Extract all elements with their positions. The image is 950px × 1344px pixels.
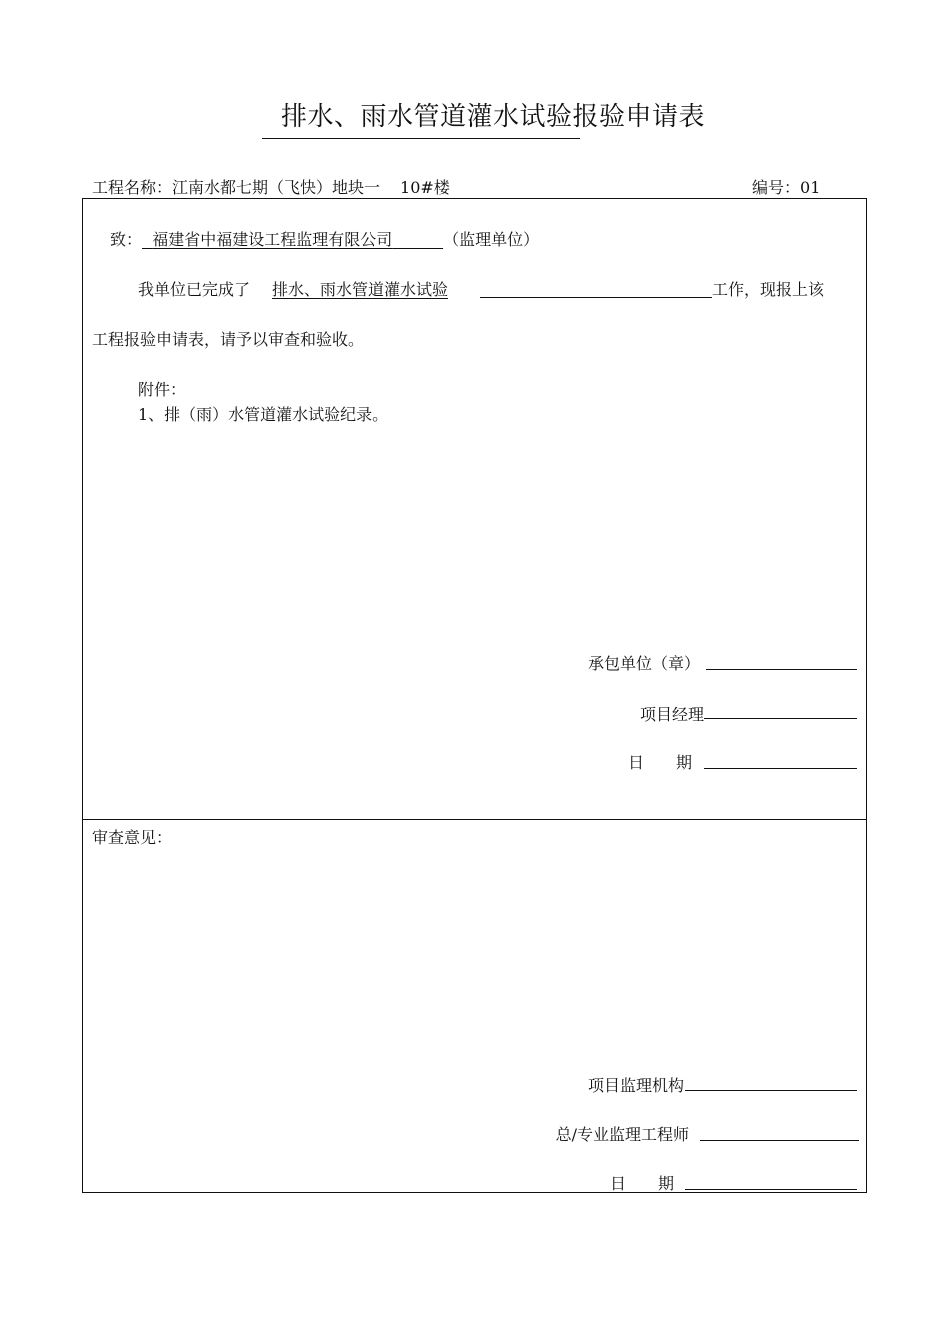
supervision-org-line[interactable] (685, 1090, 857, 1091)
contractor-signature-line[interactable] (706, 669, 857, 670)
application-date-label: 日 期 (628, 753, 693, 772)
work-item: 排水、雨水管道灌水试验 (272, 280, 449, 299)
page-title: 排水、雨水管道灌水试验报验申请表 (280, 102, 705, 132)
engineer-label: 总/专业监理工程师 (555, 1125, 689, 1144)
review-date-line[interactable] (685, 1189, 857, 1190)
manager-signature-line[interactable] (704, 718, 857, 719)
attachment-item: 1、排（雨）水管道灌水试验纪录。 (138, 405, 389, 424)
building-number: 10#楼 (400, 178, 450, 197)
review-date-label: 日 期 (610, 1174, 675, 1193)
review-label: 审查意见： (92, 828, 173, 847)
section-divider (82, 819, 867, 820)
application-date-line[interactable] (704, 768, 857, 769)
completion-line-prefix: 我单位已完成了 (138, 280, 251, 299)
attachment-label: 附件： (138, 380, 187, 399)
contractor-label: 承包单位（章） (587, 654, 700, 673)
number-value: 01 (800, 178, 821, 197)
supervision-org-label: 项目监理机构 (587, 1076, 684, 1095)
recipient-line (110, 227, 539, 250)
engineer-signature-line[interactable] (700, 1140, 859, 1141)
project-info (92, 175, 450, 198)
number-label: 编号： (752, 178, 801, 197)
project-label: 工程名称： (92, 178, 173, 197)
work-item-underline (480, 297, 712, 298)
request-line: 工程报验申请表，请予以审查和验收。 (92, 330, 365, 349)
form-number (752, 175, 820, 198)
supervisor-company: 福建省中福建设工程监理有限公司 (152, 230, 393, 249)
supervisor-suffix: （监理单位） (443, 230, 540, 249)
to-label: 致： (110, 230, 143, 249)
completion-line-suffix: 工作，现报上该 (712, 280, 825, 299)
project-name: 江南水都七期（飞快）地块一 (172, 178, 381, 197)
manager-label: 项目经理 (639, 705, 704, 724)
title-underline (262, 138, 580, 139)
